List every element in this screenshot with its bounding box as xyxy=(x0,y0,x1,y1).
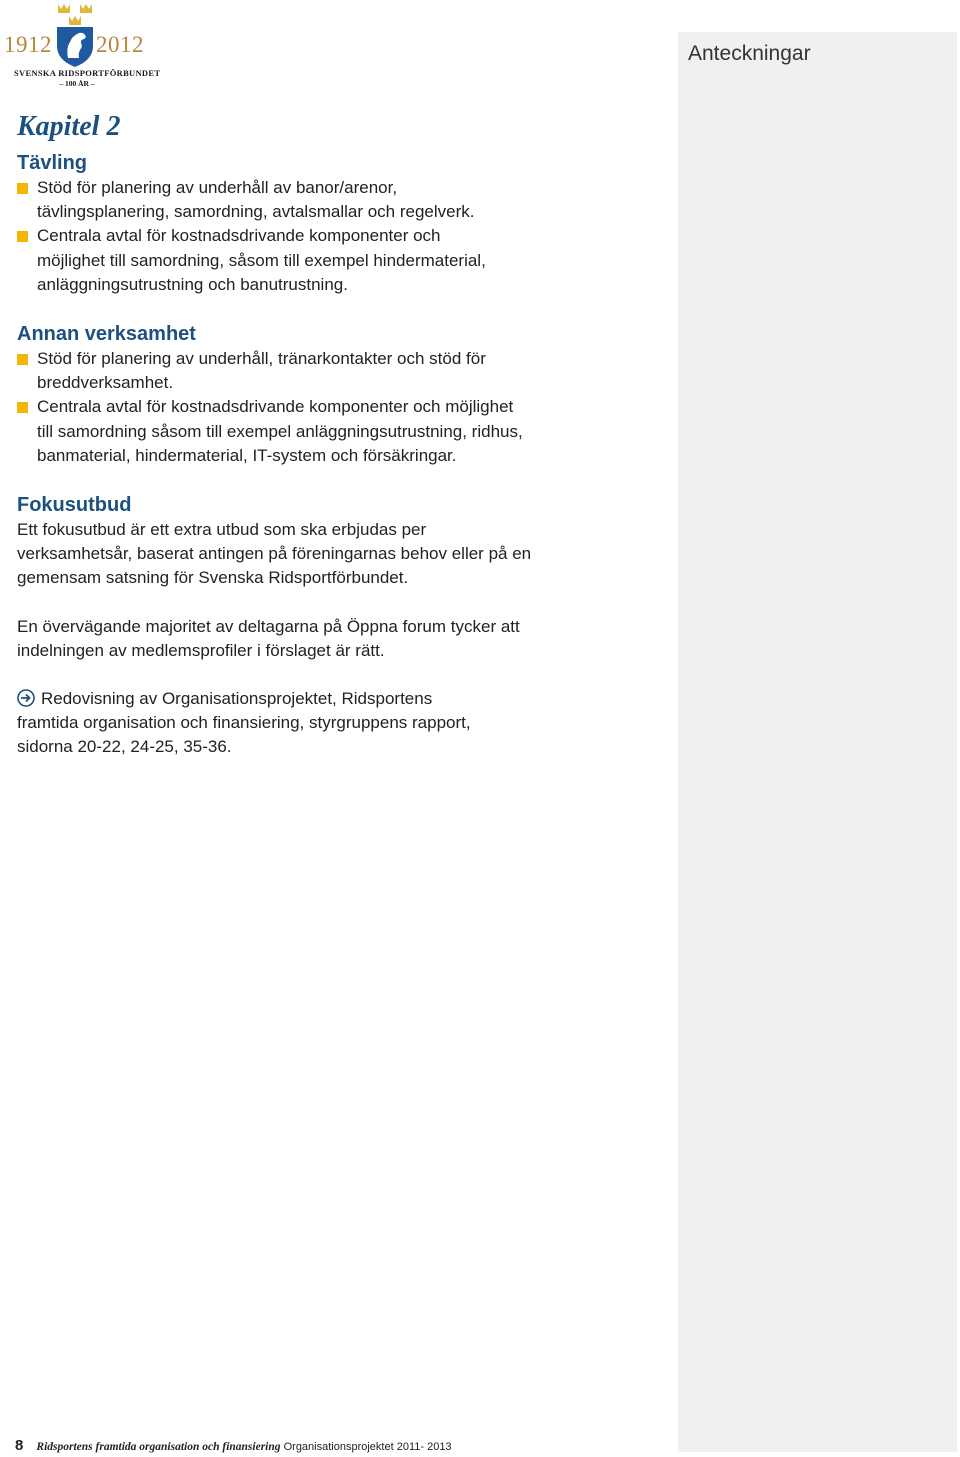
main-content xyxy=(17,110,657,760)
arrow-right-circle-icon xyxy=(17,689,35,707)
logo-anniversary: – 100 ÅR – xyxy=(59,79,95,88)
notes-title: Anteckningar xyxy=(688,42,811,65)
majority-paragraph xyxy=(17,615,657,663)
line: anläggningsutrustning och banutrustning. xyxy=(37,274,348,294)
heading-tavling: Tävling xyxy=(17,152,88,174)
bullet-square-icon xyxy=(17,402,28,413)
line: framtida organisation och finansiering, styrgruppens rapport, xyxy=(17,713,471,733)
bullet-square-icon xyxy=(17,183,28,194)
line: sidorna 20-22, 24-25, 35-36. xyxy=(17,737,232,757)
bullet-square-icon xyxy=(17,354,28,365)
horse-crown-emblem-icon xyxy=(52,2,98,68)
line: Centrala avtal för kostnadsdrivande komponenter och xyxy=(37,226,441,246)
line: Redovisning av Organisationsprojektet, Ridsportens xyxy=(41,689,433,709)
bullet-square-icon xyxy=(17,231,28,242)
line: gemensam satsning för Svenska Ridsportförbundet. xyxy=(17,568,409,588)
footer-doc-title: Ridsportens framtida organisation och finansiering xyxy=(36,1441,281,1453)
list-item xyxy=(17,224,657,297)
line: möjlighet till samordning, såsom till exempel hindermaterial, xyxy=(37,250,486,270)
page-footer xyxy=(15,1437,452,1454)
line: tävlingsplanering, samordning, avtalsmallar och regelverk. xyxy=(37,202,475,222)
line: verksamhetsår, baserat antingen på föreningarnas behov eller på en xyxy=(17,544,532,564)
line: Ett fokusutbud är ett extra utbud som ska erbjudas per xyxy=(17,520,427,540)
line: indelningen av medlemsprofiler i förslaget är rätt. xyxy=(17,640,385,660)
line: breddverksamhet. xyxy=(37,373,174,393)
logo-year-right: 2012 xyxy=(96,32,144,57)
list-tavling xyxy=(17,176,657,297)
line: banmaterial, hindermaterial, IT-system och försäkringar. xyxy=(37,445,457,465)
notes-panel xyxy=(678,32,957,1452)
logo xyxy=(4,2,161,90)
heading-fokusutbud: Fokusutbud xyxy=(17,494,132,517)
fokusutbud-paragraph xyxy=(17,518,657,591)
chapter-title: Kapitel 2 xyxy=(17,111,121,142)
line: Centrala avtal för kostnadsdrivande komponenter och möjlighet xyxy=(37,397,514,417)
line: En övervägande majoritet av deltagarna på Öppna forum tycker att xyxy=(17,616,520,636)
logo-org-name: SVENSKA RIDSPORTFÖRBUNDET xyxy=(14,68,161,78)
reference-paragraph xyxy=(17,687,657,760)
list-annan-verksamhet xyxy=(17,347,657,468)
list-item xyxy=(17,395,657,468)
heading-annan-verksamhet: Annan verksamhet xyxy=(17,323,196,346)
line: Stöd för planering av underhåll, tränarkontakter och stöd för xyxy=(37,349,486,369)
list-item xyxy=(17,347,657,395)
line: Stöd för planering av underhåll av banor/arenor, xyxy=(37,178,398,197)
list-item xyxy=(17,176,657,224)
logo-year-left: 1912 xyxy=(4,32,52,57)
line: till samordning såsom till exempel anläggningsutrustning, ridhus, xyxy=(37,421,523,441)
footer-project: Organisationsprojektet 2011- 2013 xyxy=(283,1441,452,1453)
page-number: 8 xyxy=(15,1437,24,1454)
